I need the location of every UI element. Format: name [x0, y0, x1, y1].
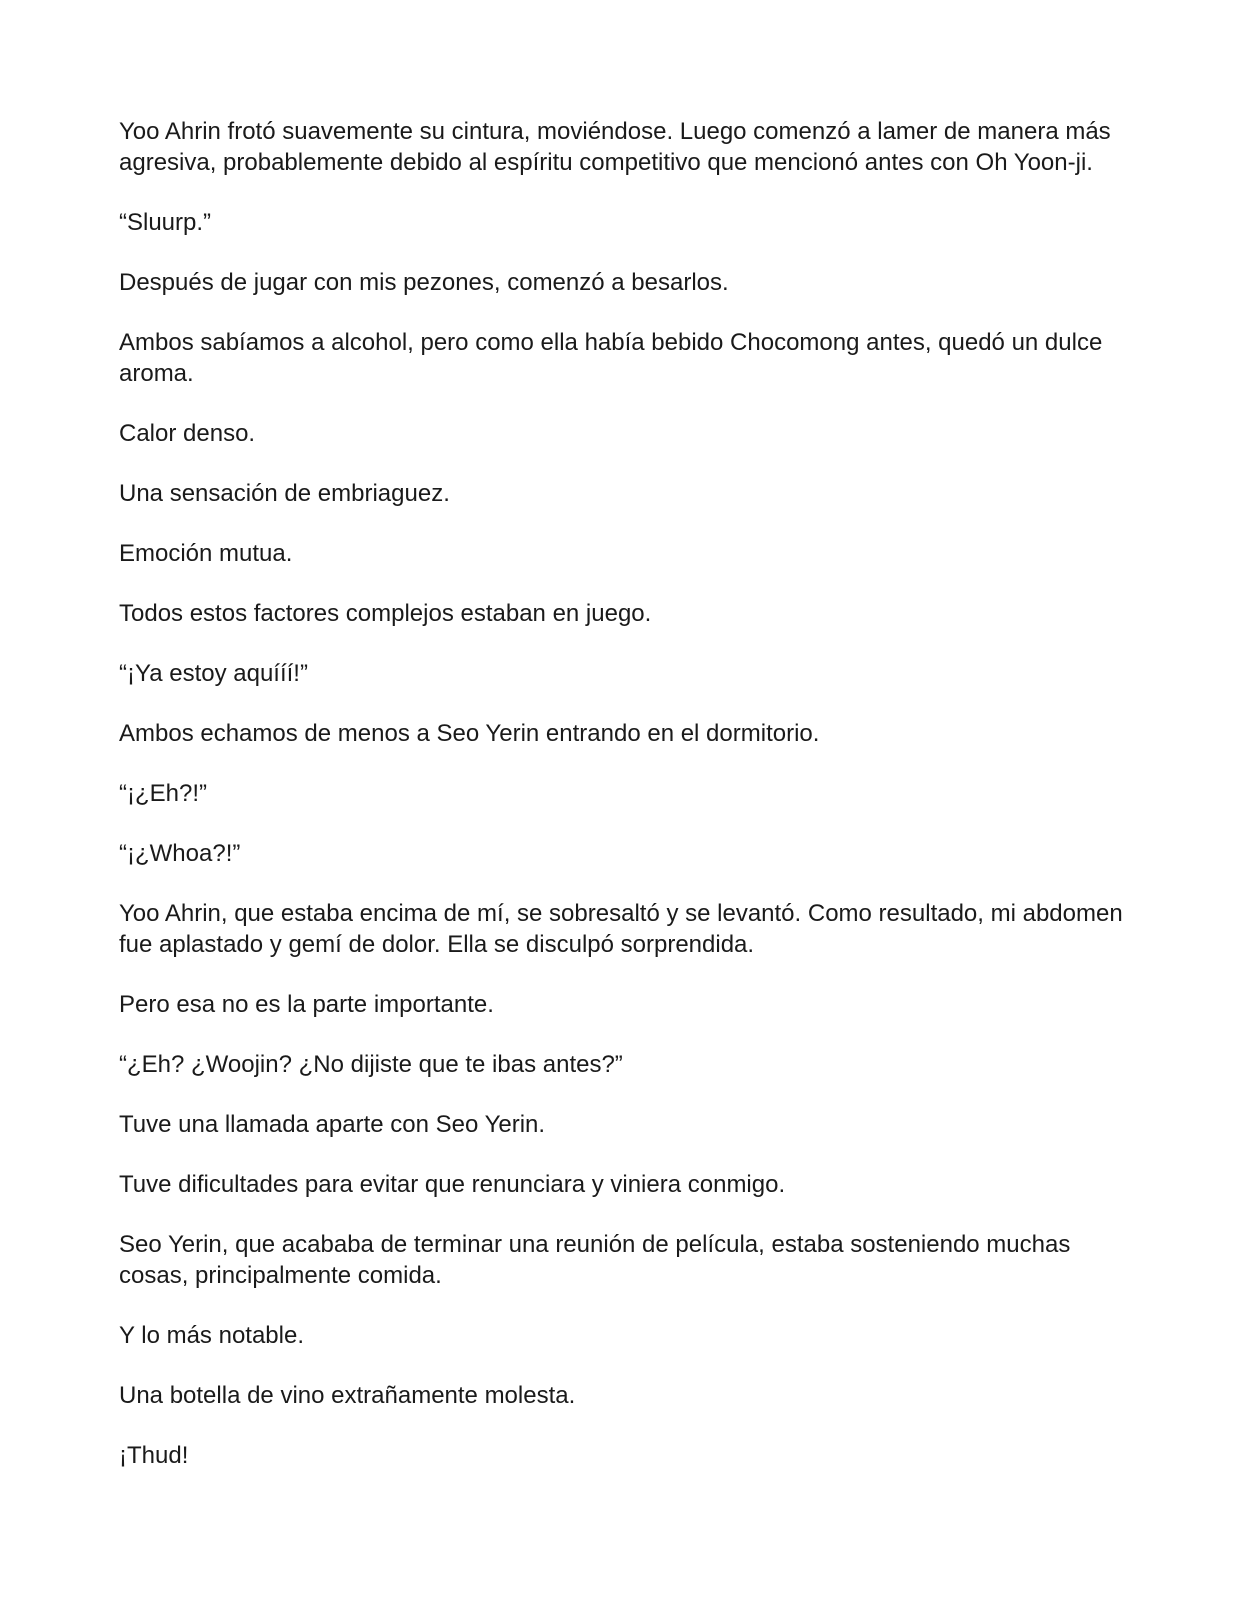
paragraph: Todos estos factores complejos estaban en juego. [119, 600, 652, 627]
paragraph: Tuve dificultades para evitar que renunciara y viniera conmigo. [119, 1171, 786, 1198]
paragraph: Ambos sabíamos a alcohol, pero como ella había bebido Chocomong antes, quedó un dulce aroma. [119, 329, 1103, 387]
paragraph: Después de jugar con mis pezones, comenzó a besarlos. [119, 269, 729, 296]
paragraph: Calor denso. [119, 420, 256, 447]
paragraph: Pero esa no es la parte importante. [119, 991, 494, 1018]
paragraph: Una botella de vino extrañamente molesta. [119, 1382, 576, 1409]
paragraph: Yoo Ahrin, que estaba encima de mí, se sobresaltó y se levantó. Como resultado, mi abdomen fue aplastado y gemí de dolor. Ella se disculpó sorprendida. [119, 900, 1123, 958]
paragraph: Seo Yerin, que acababa de terminar una reunión de película, estaba sosteniendo muchas cosas, principalmente comida. [119, 1231, 1071, 1289]
paragraph: Una sensación de embriaguez. [119, 480, 450, 507]
paragraph: Y lo más notable. [119, 1322, 305, 1349]
paragraph: “Sluurp.” [119, 209, 212, 236]
text-body [119, 116, 1129, 1500]
paragraph: Ambos echamos de menos a Seo Yerin entrando en el dormitorio. [119, 720, 820, 747]
paragraph: “¡¿Whoa?!” [119, 840, 241, 867]
paragraph: “¡¿Eh?!” [119, 780, 208, 807]
paragraph: ¡Thud! [119, 1442, 189, 1469]
paragraph: “¡Ya estoy aquííí!” [119, 660, 308, 687]
paragraph: Yoo Ahrin frotó suavemente su cintura, moviéndose. Luego comenzó a lamer de manera más agresiva, probablemente debido al espíritu competitivo que mencionó antes con Oh Yoon-ji. [119, 118, 1111, 176]
paragraph: Tuve una llamada aparte con Seo Yerin. [119, 1111, 546, 1138]
paragraph: “¿Eh? ¿Woojin? ¿No dijiste que te ibas antes?” [119, 1051, 623, 1078]
paragraph: Emoción mutua. [119, 540, 293, 567]
